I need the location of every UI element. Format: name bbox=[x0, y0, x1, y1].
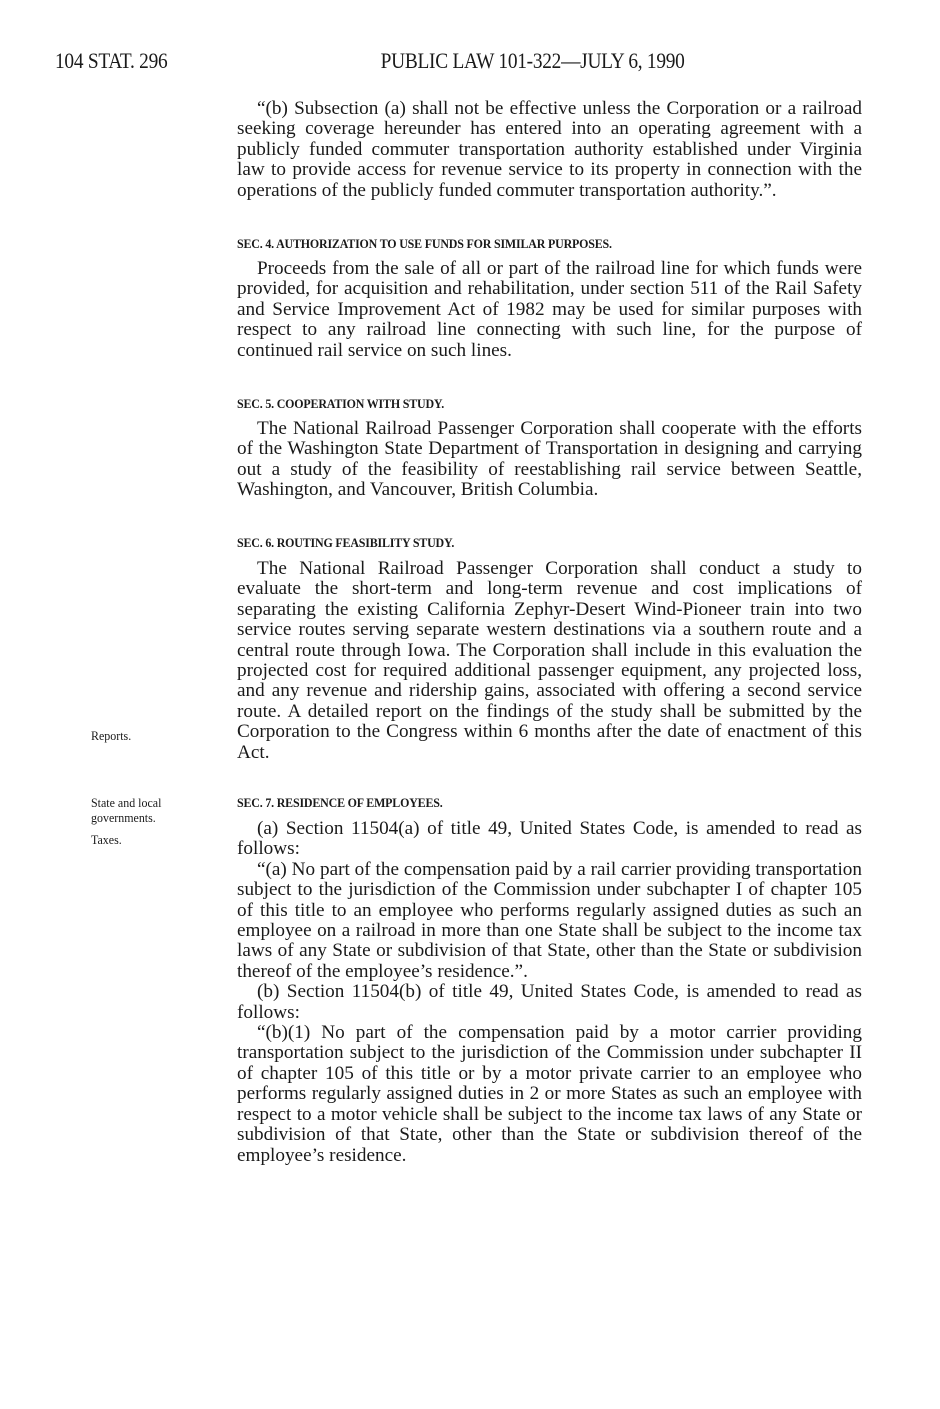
margin-note-taxes: Taxes. bbox=[91, 832, 122, 847]
margin-note-reports: Reports. bbox=[91, 728, 132, 743]
section-7-body bbox=[237, 819, 862, 1166]
intro-block bbox=[237, 99, 862, 201]
section-paragraph: (a) Section 11504(a) of title 49, United States Code, is amended to read as follows: bbox=[237, 818, 862, 860]
page-header bbox=[55, 48, 777, 78]
section-7 bbox=[237, 795, 862, 811]
margin-note-state-local: State and local governments. bbox=[91, 795, 162, 825]
section-heading: SEC. 5. COOPERATION WITH STUDY. bbox=[237, 396, 445, 411]
section-paragraph: “(b)(1) No part of the compensation paid by a motor carrier providing transportation subject to the jurisdiction of the Commission under subchapter II of chapter 105 of this title or by a motor private carrier to an employee who performs regularly assigned duties in 2 or more States as such an employee with respect to a motor vehicle shall be subject to the income tax laws of any State or subdivision of that State, other than the State or subdivision thereof of the employee’s residence. bbox=[237, 1022, 862, 1166]
section-paragraph: The National Railroad Passenger Corporation shall cooperate with the efforts of the Washington State Department of Transportation in designing and carrying out a study of the feasibility of reestablishing rail service between Seattle, Washington, and Vancouver, British Columbia. bbox=[237, 418, 862, 501]
section-5-body bbox=[237, 419, 862, 501]
law-title: PUBLIC LAW 101-322—JULY 6, 1990 bbox=[380, 48, 685, 73]
stat-page-number: 104 STAT. 296 bbox=[55, 48, 168, 73]
section-paragraph: “(a) No part of the compensation paid by a rail carrier providing transportation subject to the jurisdiction of the Commission under subchapter I of chapter 105 of this title to an employee who performs regularly assigned duties as such an employee on a railroad in more than one State shall be subject to the income tax laws of any State or subdivision of that State, other than the State or subdivision thereof of the employee’s residence.”. bbox=[237, 858, 862, 982]
section-paragraph: (b) Section 11504(b) of title 49, United States Code, is amended to read as follows: bbox=[237, 981, 862, 1023]
section-6 bbox=[237, 535, 862, 551]
section-paragraph: Proceeds from the sale of all or part of the railroad line for which funds were provided, for acquisition and rehabilitation, under section 511 of the Rail Safety and Service Improvement Act of 1982 may be used for similar purposes with respect to any railroad line connecting with such line, for the purpose of continued rail service on such lines. bbox=[237, 258, 862, 361]
section-heading: SEC. 7. RESIDENCE OF EMPLOYEES. bbox=[237, 795, 443, 810]
section-6-body bbox=[237, 559, 862, 763]
section-4 bbox=[237, 236, 862, 252]
section-paragraph: The National Railroad Passenger Corporation shall conduct a study to evaluate the short-term and long-term revenue and cost implications of separating the existing California Zephyr-Desert Wind-Pioneer train into two service routes serving separate western destinations via a southern route and a central route through Iowa. The Corporation shall include in this evaluation the projected cost for required additional passenger equipment, any projected loss, and any revenue and ridership gains, associated with offering a second service route. A detailed report on the findings of the study shall be submitted by the Corporation to the Congress within 6 months after the date of enactment of this Act. bbox=[237, 558, 862, 763]
intro-paragraph: “(b) Subsection (a) shall not be effective unless the Corporation or a railroad seeking coverage hereunder has entered into an operating agreement with a publicly funded commuter transportation authority established under Virginia law to provide access for revenue service to its property in connection with the operations of the publicly funded commuter transportation authority.”. bbox=[237, 98, 862, 201]
section-4-body bbox=[237, 259, 862, 361]
section-5 bbox=[237, 396, 862, 412]
section-heading: SEC. 4. AUTHORIZATION TO USE FUNDS FOR SIMILAR PURPOSES. bbox=[237, 236, 612, 251]
section-heading: SEC. 6. ROUTING FEASIBILITY STUDY. bbox=[237, 535, 455, 550]
